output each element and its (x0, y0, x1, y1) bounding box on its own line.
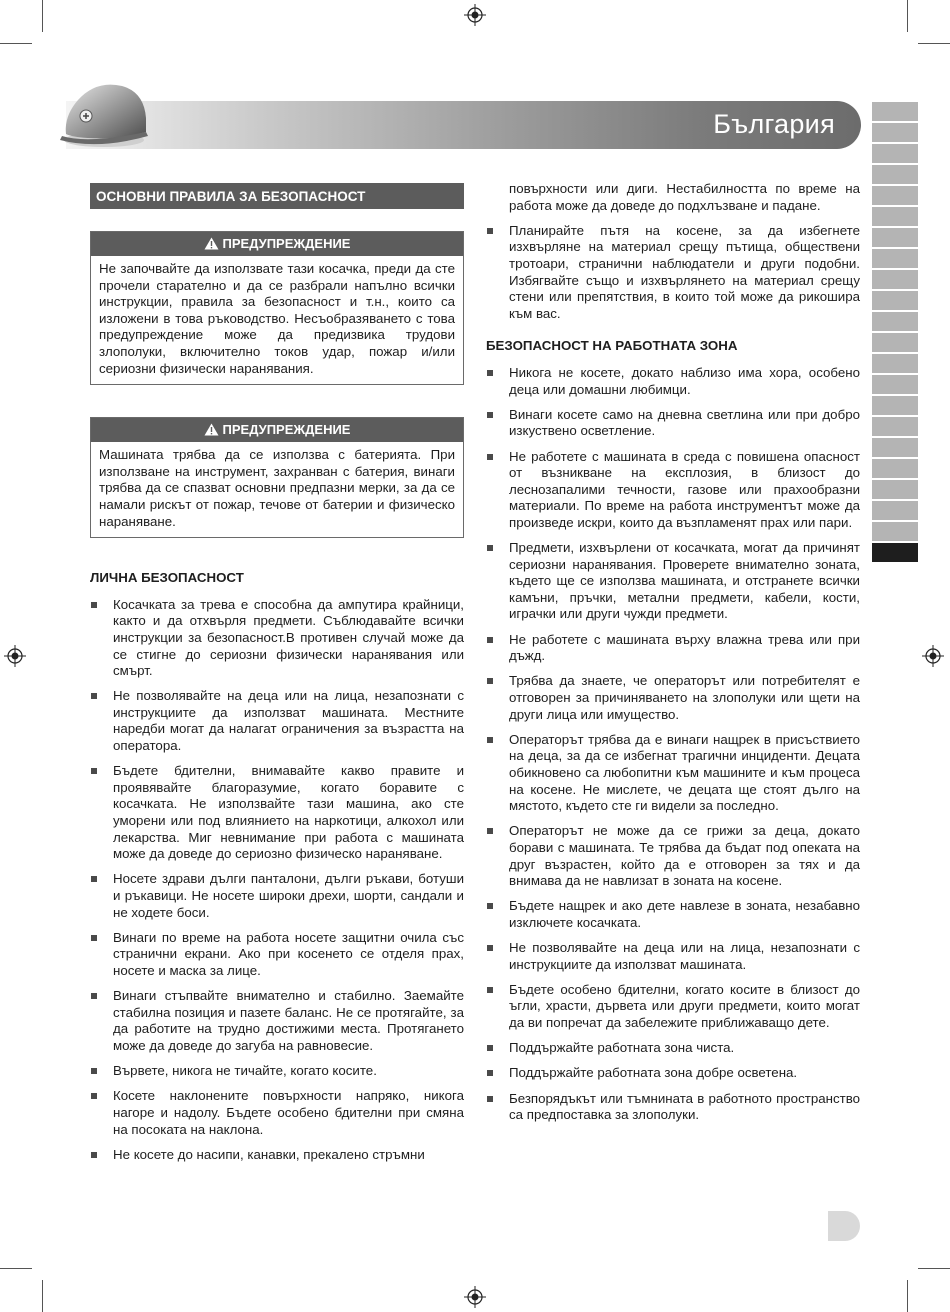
list-item-text: Предмети, изхвърлени от косачката, могат да причинят сериозни наранявания. Проверете внимателно зоната, където ще се използва машината, и отстранете всички камъни, пръчки, метални предмети, кабели, кости, играчки или други чужди предмети. (509, 540, 860, 622)
list-item (486, 223, 860, 323)
list-item (486, 732, 860, 815)
bullet-icon (487, 1045, 493, 1051)
warning-header (91, 232, 463, 256)
left-column (90, 183, 464, 1172)
language-tab (872, 480, 918, 499)
list-item (90, 597, 464, 680)
bullet-icon (91, 993, 97, 999)
crop-mark (42, 1280, 43, 1312)
warning-box (90, 231, 464, 385)
crop-mark (907, 0, 908, 32)
list-item (90, 763, 464, 863)
safety-helmet-icon (58, 74, 152, 150)
list-item-text: Трябва да знаете, че операторът или потребителят е отговорен за причиняването на злополуки или щети на други лица или имущество. (509, 673, 860, 722)
bullet-icon (487, 678, 493, 684)
list-item-text: Не позволявайте на деца или на лица, незапознати с инструкциите да използват машината. (509, 940, 860, 972)
bullet-icon (487, 545, 493, 551)
list-item (486, 1065, 860, 1082)
list-item-text: Косете наклонените повърхности напряко, никога нагоре и надолу. Бъдете особено бдителни при смяна на посоката на наклона. (113, 1088, 464, 1137)
list-item-text: Не позволявайте на деца или на лица, незапознати с инструкциите да използват машината. Местните наредби могат да налагат ограничения за възрастта на оператора. (113, 688, 464, 754)
warning-text: Машината трябва да се използва с батерията. При използване на инструмент, захранван с батерия, винаги трябва да се спазват основни предпазни мерки, за да се намали рискът от пожар, течове от батерии и физическо нараняване. (99, 447, 455, 529)
list-item (486, 940, 860, 973)
list-item-text: Планирайте пътя на косене, за да избегнете изхвърляне на материал срещу пътища, обществени тротоари, странични наблюдатели и други подобни. Избягвайте също и изхвърлянето на материал срещу стени или препятствия, в които той може да рикошира към вас. (509, 222, 860, 321)
bullet-icon (487, 737, 493, 743)
bullet-icon (91, 602, 97, 608)
work-area-heading: БЕЗОПАСНОСТ НА РАБОТНАТА ЗОНА (486, 338, 738, 354)
language-tab (872, 501, 918, 520)
crop-mark (918, 1268, 950, 1269)
crop-mark (0, 1268, 32, 1269)
list-item (486, 365, 860, 398)
list-item-text: Операторът не може да се грижи за деца, докато борави с машината. Те трябва да бъдат под опеката на друг възрастен, който да е отговорен за тях и да внимава да не навлизат в зоната на косене. (509, 823, 860, 889)
bullet-icon (91, 1068, 97, 1074)
bullet-icon (91, 876, 97, 882)
registration-mark-icon (464, 1286, 486, 1308)
language-tab (872, 417, 918, 436)
header-band (66, 101, 861, 149)
language-tab (872, 375, 918, 394)
bullet-icon (487, 1096, 493, 1102)
list-item-text: Не работете с машината върху влажна трева или при дъжд. (509, 631, 860, 664)
list-item (486, 823, 860, 889)
warning-text: Не започвайте да използвате тази косачка, преди да сте прочели старателно и да се разбрали напълно всички инструкции, правила за безопасност и т.н., които са изложени в това ръководство. Несъобразяването с това предупреждение може да предизвика трудови злополуки, включително токов удар, пожар и/или сериозни физически наранявания. (99, 261, 455, 376)
bullet-icon (487, 1070, 493, 1076)
bullet-icon (91, 1093, 97, 1099)
language-title: България (713, 109, 835, 139)
bullet-icon (487, 903, 493, 909)
language-tab (872, 123, 918, 142)
bullet-icon (487, 454, 493, 460)
list-item-text: Винаги косете само на дневна светлина или при добро изкуствено осветление. (509, 406, 860, 439)
registration-mark-icon (464, 4, 486, 26)
bullet-icon (91, 935, 97, 941)
list-item-text: Винаги по време на работа носете защитни очила със странични екрани. Ако при косенето се отделя прах, носете и маска за лице. (113, 929, 464, 978)
section-title: ОСНОВНИ ПРАВИЛА ЗА БЕЗОПАСНОСТ (90, 183, 464, 209)
bullet-icon (487, 828, 493, 834)
list-item-text: Винаги стъпвайте внимателно и стабилно. Заемайте стабилна позиция и пазете баланс. Не се протягайте, за да работите на трудно достижими места. Протягането може да доведе до загуба на равновесие. (113, 988, 464, 1053)
list-item (486, 982, 860, 1032)
warning-header (91, 418, 463, 442)
warning-triangle-icon (204, 423, 219, 436)
list-item (486, 407, 860, 440)
language-tab (872, 522, 918, 541)
warning-triangle-icon (204, 237, 219, 250)
personal-safety-list (90, 597, 464, 1164)
bullet-icon (487, 987, 493, 993)
list-item-text: Носете здрави дълги панталони, дълги ръкави, ботуши и ръкавици. Не носете широки дрехи, шорти, сандали и не ходете боси. (113, 871, 464, 920)
list-item-text: Безпорядъкът или тъмнината в работното пространство са предпоставка за злополуки. (509, 1090, 860, 1123)
warning-box (90, 417, 464, 538)
list-item-text: Не работете с машината в среда с повишена опасност от възникване на експлозия, в близост до леснозапалими течности, газове или прахообразни материали. По време на работа инструментът може да произведе искри, които да възпламенят прах или пари. (509, 448, 860, 530)
language-tab (872, 396, 918, 415)
language-tab (872, 438, 918, 457)
bullet-icon (487, 228, 493, 234)
language-tab (872, 165, 918, 184)
language-tabs (872, 102, 918, 564)
list-item-text: Поддържайте работната зона добре осветена. (509, 1065, 798, 1081)
list-item-text: Никога не косете, докато наблизо има хора, особено деца или домашни любимци. (509, 364, 860, 397)
bullet-icon (91, 1152, 97, 1158)
list-item (90, 1088, 464, 1138)
registration-mark-icon (922, 645, 944, 667)
language-tab (872, 144, 918, 163)
bullet-icon (91, 768, 97, 774)
list-item (90, 688, 464, 754)
crop-mark (42, 0, 43, 32)
language-tab (872, 207, 918, 226)
list-item (90, 988, 464, 1054)
list-item (486, 673, 860, 723)
language-tab (872, 249, 918, 268)
list-item (90, 1063, 464, 1080)
language-tab (872, 228, 918, 247)
route-list (486, 223, 860, 323)
language-tab (872, 186, 918, 205)
list-item (486, 1091, 860, 1124)
list-item-text: Вървете, никога не тичайте, когато косите. (113, 1063, 377, 1079)
list-item (90, 1147, 464, 1164)
continued-text: повърхности или диги. Нестабилността по време на работа може да доведе до подхлъзване и падане. (509, 181, 860, 213)
list-item (486, 540, 860, 623)
bullet-icon (487, 637, 493, 643)
right-column (486, 181, 860, 1132)
bullet-icon (487, 945, 493, 951)
language-tab-active (872, 543, 918, 562)
list-item-text: Бъдете бдителни, внимавайте какво правите и проявявайте благоразумие, когато боравите с косачката. Не използвайте тази машина, ако сте уморени или под влиянието на наркотици, алкохол или лекарства. Миг невнимание при работа с машината може да доведе до сериозно физическо нараняване. (113, 763, 464, 862)
list-item (90, 871, 464, 921)
list-item (486, 898, 860, 931)
list-item-text: Бъдете особено бдителни, когато косите в близост до ъгли, храсти, дървета или други предмети, които могат да ви попречат да забележите приближаващо дете. (509, 981, 860, 1031)
list-item-text: Не косете до насипи, канавки, прекалено стръмни (113, 1146, 425, 1162)
list-item (486, 1040, 860, 1057)
work-area-list (486, 365, 860, 1124)
language-tab (872, 291, 918, 310)
list-item-text: Бъдете нащрек и ако дете навлезе в зоната, незабавно изключете косачката. (509, 898, 860, 930)
warning-title: ПРЕДУПРЕЖДЕНИЕ (222, 236, 351, 251)
crop-mark (918, 43, 950, 44)
language-tab (872, 102, 918, 121)
list-item-text: Операторът трябва да е винаги нащрек в присъствието на деца, за да се избегнат трагични инциденти. Децата обикновено са любопитни към машините и към процеса на косене. Не мислете, че децата ще стоят дълго на мястото, където сте ги видели за последно. (509, 731, 860, 814)
language-tab (872, 333, 918, 352)
registration-mark-icon (4, 645, 26, 667)
bullet-icon (487, 370, 493, 376)
list-item-text: Косачката за трева е способна да ампутира крайници, както и да отхвърля предмети. Съблюдавайте всички инструкции за безопасност.В противен случай може да се стигне до сериозни физически наранявания или смърт. (113, 596, 464, 679)
bullet-icon (487, 412, 493, 418)
language-tab (872, 312, 918, 331)
personal-safety-heading: ЛИЧНА БЕЗОПАСНОСТ (90, 570, 244, 586)
language-tab (872, 270, 918, 289)
language-tab (872, 354, 918, 373)
warning-title: ПРЕДУПРЕЖДЕНИЕ (222, 422, 351, 438)
bullet-icon (91, 693, 97, 699)
language-tab (872, 459, 918, 478)
crop-mark (0, 43, 32, 44)
list-item (486, 449, 860, 532)
list-item (486, 632, 860, 665)
page-number-tab (828, 1211, 860, 1241)
list-item (90, 930, 464, 980)
list-item-text: Поддържайте работната зона чиста. (509, 1040, 735, 1056)
crop-mark (907, 1280, 908, 1312)
